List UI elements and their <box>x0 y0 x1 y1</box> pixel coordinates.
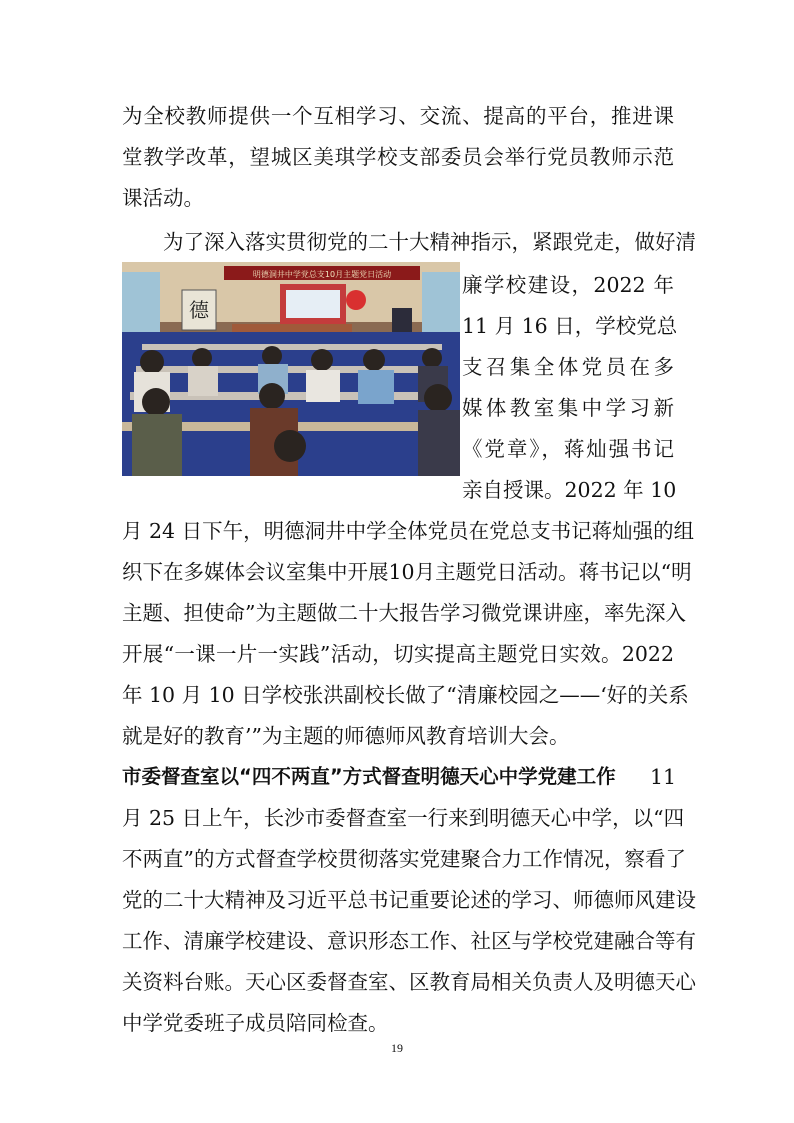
meeting-photo <box>122 262 460 476</box>
paragraph-line: 11 <box>650 765 677 789</box>
photo-banner-text: 明德洞井中学党总支10月主题党日活动 <box>252 270 392 279</box>
paragraph-line: 亲自授课。2022 年 10 <box>462 478 677 502</box>
paragraph-line: 支召集全体党员在多 <box>462 355 674 379</box>
page-number: 19 <box>391 1041 403 1055</box>
paragraph-line: 工作、清廉学校建设、意识形态工作、社区与学校党建融合等有 <box>122 929 696 953</box>
paragraph-line: 11 月 16 日，学校党总 <box>462 314 678 338</box>
paragraph-line: 月 24 日下午，明德洞井中学全体党员在党总支书记蒋灿强的组 <box>122 519 695 543</box>
paragraph-line: 为全校教师提供一个互相学习、交流、提高的平台，推进课 <box>122 104 674 128</box>
paragraph-line: 媒体教室集中学习新 <box>462 396 674 420</box>
section-heading: 市委督查室以“四不两直”方式督查明德天心中学党建工作 <box>122 765 616 788</box>
paragraph-line: 堂教学改革，望城区美琪学校支部委员会举行党员教师示范 <box>122 145 674 169</box>
paragraph-line: 党的二十大精神及习近平总书记重要论述的学习、师德师风建设 <box>122 888 696 912</box>
classroom-photo-illustration <box>122 262 460 476</box>
paragraph-line: 月 25 日上午，长沙市委督查室一行来到明德天心中学，以“四 <box>122 806 685 830</box>
paragraph-line: 课活动。 <box>122 186 204 210</box>
paragraph-line: 织下在多媒体会议室集中开展10月主题党日活动。蒋书记以“明 <box>122 560 692 584</box>
paragraph-line: 主题、担使命”为主题做二十大报告学习微党课讲座，率先深入 <box>122 601 686 625</box>
photo-character-text: 德 <box>189 298 209 322</box>
paragraph-line: 就是好的教育’”为主题的师德师风教育培训大会。 <box>122 724 570 748</box>
paragraph-line: 年 10 月 10 日学校张洪副校长做了“清廉校园之——‘好的关系 <box>122 683 689 707</box>
paragraph-line: 关资料台账。天心区委督查室、区教育局相关负责人及明德天心 <box>122 970 696 994</box>
paragraph-line: 廉学校建设，2022 年 <box>462 273 674 297</box>
paragraph-line: 为了深入落实贯彻党的二十大精神指示，紧跟党走，做好清 <box>163 230 696 254</box>
paragraph-line: 不两直”的方式督查学校贯彻落实党建聚合力工作情况，察看了 <box>122 847 686 871</box>
paragraph-line: 开展“一课一片一实践”活动，切实提高主题党日实效。2022 <box>122 642 674 666</box>
paragraph-line: 《党章》，蒋灿强书记 <box>462 437 674 461</box>
paragraph-line: 中学党委班子成员陪同检查。 <box>122 1011 389 1035</box>
